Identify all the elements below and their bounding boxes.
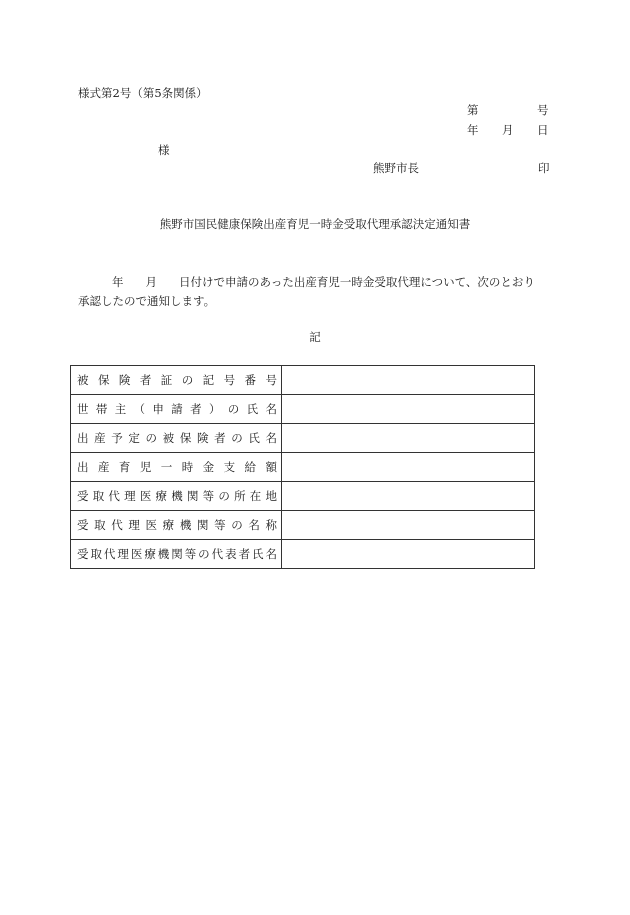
table-row [71, 482, 535, 511]
row-label: 受取代理医療機関等の代表者氏名 [77, 547, 277, 561]
row-label-cell [71, 424, 282, 453]
ki-label: 記 [309, 330, 321, 344]
table-row [71, 511, 535, 540]
row-label-cell [71, 482, 282, 511]
row-label: 受取代理医療機関等の名称 [77, 518, 277, 532]
body-text-1: 日付けで申請のあった出産育児一時金受取代理について、次のとおり [179, 275, 535, 289]
row-label-cell [71, 511, 282, 540]
date-day-label: 日 [537, 123, 549, 137]
date-month-label: 月 [502, 123, 514, 137]
row-value-cell[interactable] [282, 424, 535, 453]
addressee-honorific: 様 [158, 143, 170, 157]
body-month-label: 月 [145, 275, 157, 289]
row-label-cell [71, 395, 282, 424]
document-title: 熊野市国民健康保険出産育児一時金受取代理承認決定通知書 [159, 217, 471, 231]
row-value-cell[interactable] [282, 366, 535, 395]
row-value-cell[interactable] [282, 453, 535, 482]
row-value-cell[interactable] [282, 482, 535, 511]
table-row [71, 395, 535, 424]
doc-number-suffix: 号 [537, 103, 549, 117]
table-row [71, 453, 535, 482]
row-label-cell [71, 366, 282, 395]
date-year-label: 年 [467, 123, 479, 137]
row-value-cell[interactable] [282, 395, 535, 424]
row-label: 受取代理医療機関等の所在地 [77, 489, 277, 503]
table-row [71, 366, 535, 395]
body-line-1 [112, 275, 535, 289]
row-value-cell[interactable] [282, 511, 535, 540]
row-label-cell [71, 453, 282, 482]
row-value-cell[interactable] [282, 540, 535, 569]
doc-number-label: 第 [467, 103, 479, 117]
seal-mark: 印 [538, 161, 550, 175]
form-number: 様式第2号（第5条関係） [78, 86, 208, 100]
row-label-cell [71, 540, 282, 569]
row-label: 被保険者証の記号番号 [77, 373, 277, 387]
row-label: 出産予定の被保険者の氏名 [77, 431, 277, 445]
record-table [70, 365, 535, 569]
row-label: 世帯主（申請者）の氏名 [77, 402, 277, 416]
table-row [71, 540, 535, 569]
body-year-label: 年 [112, 275, 124, 289]
table-row [71, 424, 535, 453]
row-label: 出産育児一時金支給額 [77, 460, 277, 474]
issuer-title: 熊野市長 [373, 161, 419, 175]
body-line-2: 承認したので通知します。 [78, 294, 216, 308]
